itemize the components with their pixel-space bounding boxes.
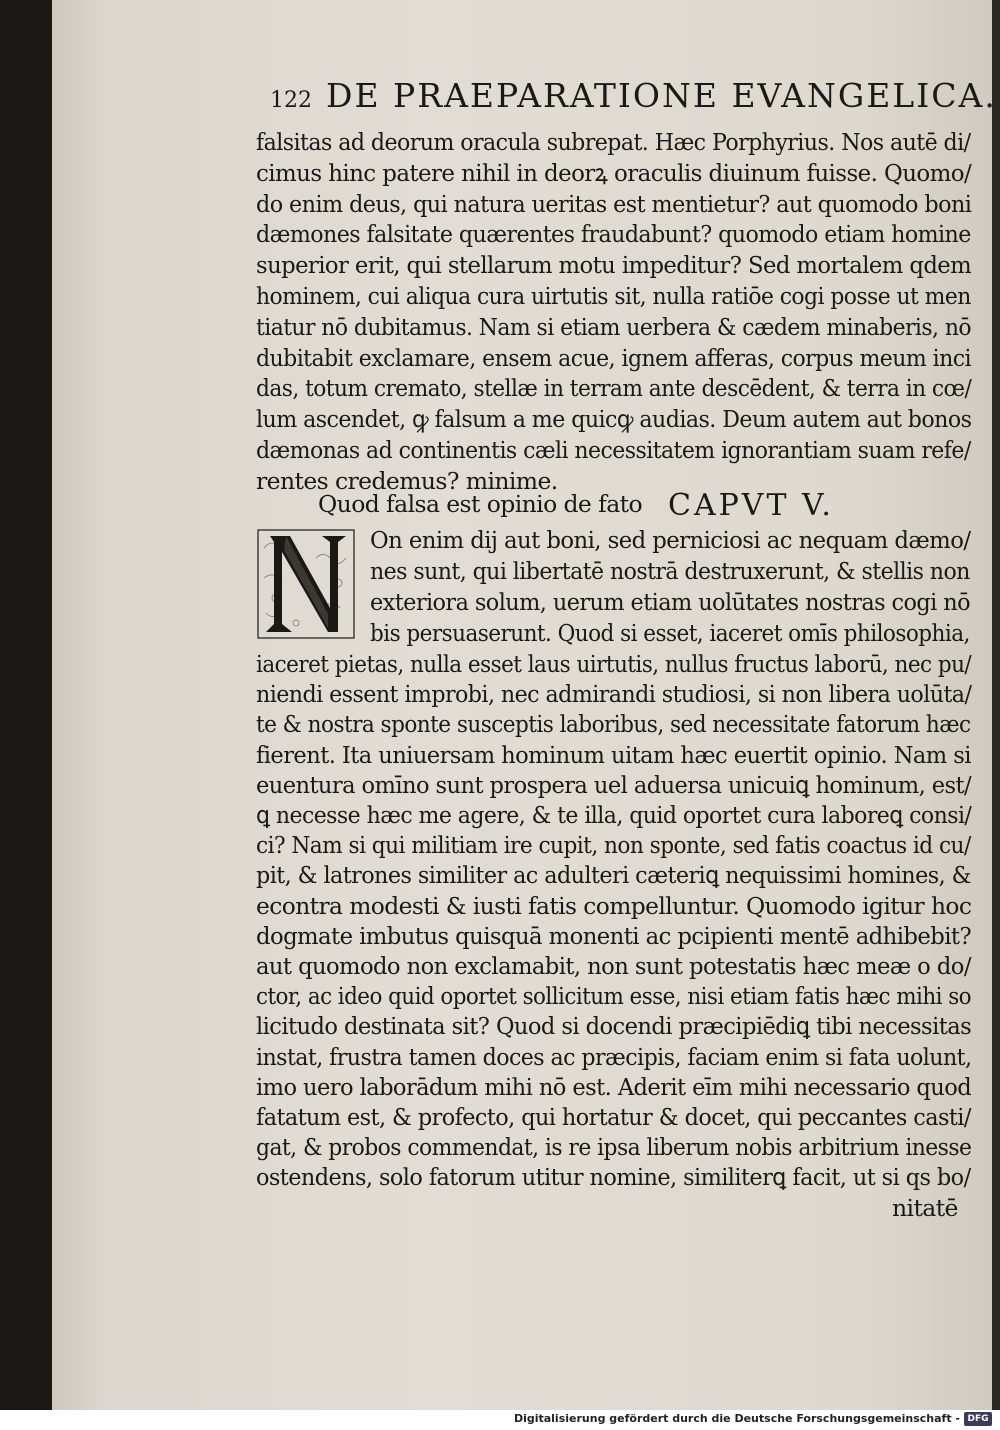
text-line: fatatum est, & profecto, qui hortatur & docet, qui peccantes casti/	[256, 1103, 971, 1131]
text-line: dogmate imbutus quisquā monenti ac pcipienti mentē adhibebit?	[256, 921, 972, 950]
text-line: falsitas ad deorum oracula subrepat. Hæc Porphyrius. Nos autē di/	[256, 128, 971, 156]
text-line: niendi essent improbi, nec admirandi studiosi, si non libera uolūta/	[256, 680, 972, 709]
text-line: ci? Nam si qui militiam ire cupit, non sponte, sed fatis coactus id cu/	[256, 831, 971, 860]
text-line: do enim deus, qui natura ueritas est mentietur? aut quomodo boni	[256, 189, 972, 218]
digitization-credit: Digitalisierung gefördert durch die Deutsche Forschungsgemeinschaft -	[513, 1412, 960, 1425]
dfg-logo: DFG	[964, 1412, 992, 1426]
text-line: dubitabit exclamare, ensem acue, ignem afferas, corpus meum inci	[256, 343, 971, 372]
chapter-number: CAPVT V.	[668, 488, 834, 523]
text-line: hominem, cui aliqua cura uirtutis sit, nulla ratiōe cogi posse ut men	[256, 282, 971, 310]
decorated-initial-n-icon	[256, 528, 356, 640]
text-line: dæmones falsitate quærentes fraudabunt? quomodo etiam homine	[256, 220, 971, 249]
folio-number: 122	[270, 88, 312, 113]
text-line: cimus hinc patere nihil in deorꝝ oraculis diuinum fuisse. Quomo/	[256, 158, 972, 187]
catchword: nitatē	[892, 1194, 958, 1222]
text-line: iaceret pietas, nulla esset laus uirtutis, nullus fructus laborū, nec pu/	[256, 650, 972, 678]
text-line: On enim dij aut boni, sed perniciosi ac nequam dæmo/	[370, 526, 971, 554]
text-line: nes sunt, qui libertatē nostrā destruxerunt, & stellis non	[370, 557, 970, 585]
text-line: das, totum cremato, stellæ in terram ante descēdent, & terra in cœ/	[256, 374, 972, 403]
text-line: bis persuaserunt. Quod si esset, iaceret omīs philosophia,	[370, 619, 970, 647]
text-line: gat, & probos commendat, is re ipsa liberum nobis arbitrium inesse	[256, 1133, 972, 1162]
text-line: lum ascendet, ꝙ falsum a me quicꝙ audias. Deum autem aut bonos	[256, 405, 972, 434]
text-line: exteriora solum, uerum etiam uolūtates nostras cogi nō	[370, 588, 971, 616]
text-line: fierent. Ita uniuersam hominum uitam hæc euertit opinio. Nam si	[256, 740, 971, 769]
text-line: rentes credemus? minime.	[256, 466, 558, 495]
text-line: superior erit, qui stellarum motu impeditur? Sed mortalem qdem	[256, 251, 972, 280]
decorated-initial	[256, 528, 356, 640]
text-line: ctor, ac ideo quid oportet sollicitum esse, nisi etiam fatis hæc mihi so	[256, 982, 972, 1011]
text-line: tiatur nō dubitamus. Nam si etiam uerbera & cædem minaberis, nō	[256, 312, 972, 341]
text-line: aut quomodo non exclamabit, non sunt potestatis hæc meæ o do/	[256, 952, 971, 980]
text-line: dæmonas ad continentis cæli necessitatem ignorantiam suam refe/	[256, 436, 971, 464]
text-line: euentura omīno sunt prospera uel aduersa unicuiꝗ hominum, est/	[256, 770, 972, 799]
text-line: econtra modesti & iusti fatis compelluntur. Quomodo igitur hoc	[256, 891, 972, 920]
text-line: ꝗ necesse hæc me agere, & te illa, quid oportet cura laboreꝗ consi/	[256, 801, 972, 829]
text-line: te & nostra sponte susceptis laboribus, sed necessitate fatorum hæc	[256, 710, 971, 739]
text-line: pit, & latrones similiter ac adulteri cæteriꝗ nequissimi homines, &	[256, 861, 971, 890]
text-line: ostendens, solo fatorum utitur nomine, similiterꝗ facit, ut si qs bo/	[256, 1163, 971, 1192]
chapter-subtitle: Quod falsa est opinio de fato	[318, 490, 643, 518]
chapter-heading	[318, 490, 958, 526]
running-head-title: DE PRAEPARATIONE EVANGELICA.	[326, 76, 997, 115]
text-line: instat, frustra tamen doces ac præcipis, faciam enim si fata uolunt,	[256, 1042, 972, 1071]
text-line: licitudo destinata sit? Quod si docendi præcipiēdiꝗ tibi necessitas	[256, 1012, 972, 1041]
page-edge-shadow	[992, 0, 1000, 1410]
footer	[0, 1410, 1000, 1430]
running-head	[270, 76, 1000, 126]
text-line: imo uero laborādum mihi nō est. Aderit eīm mihi necessario quod	[256, 1072, 972, 1101]
